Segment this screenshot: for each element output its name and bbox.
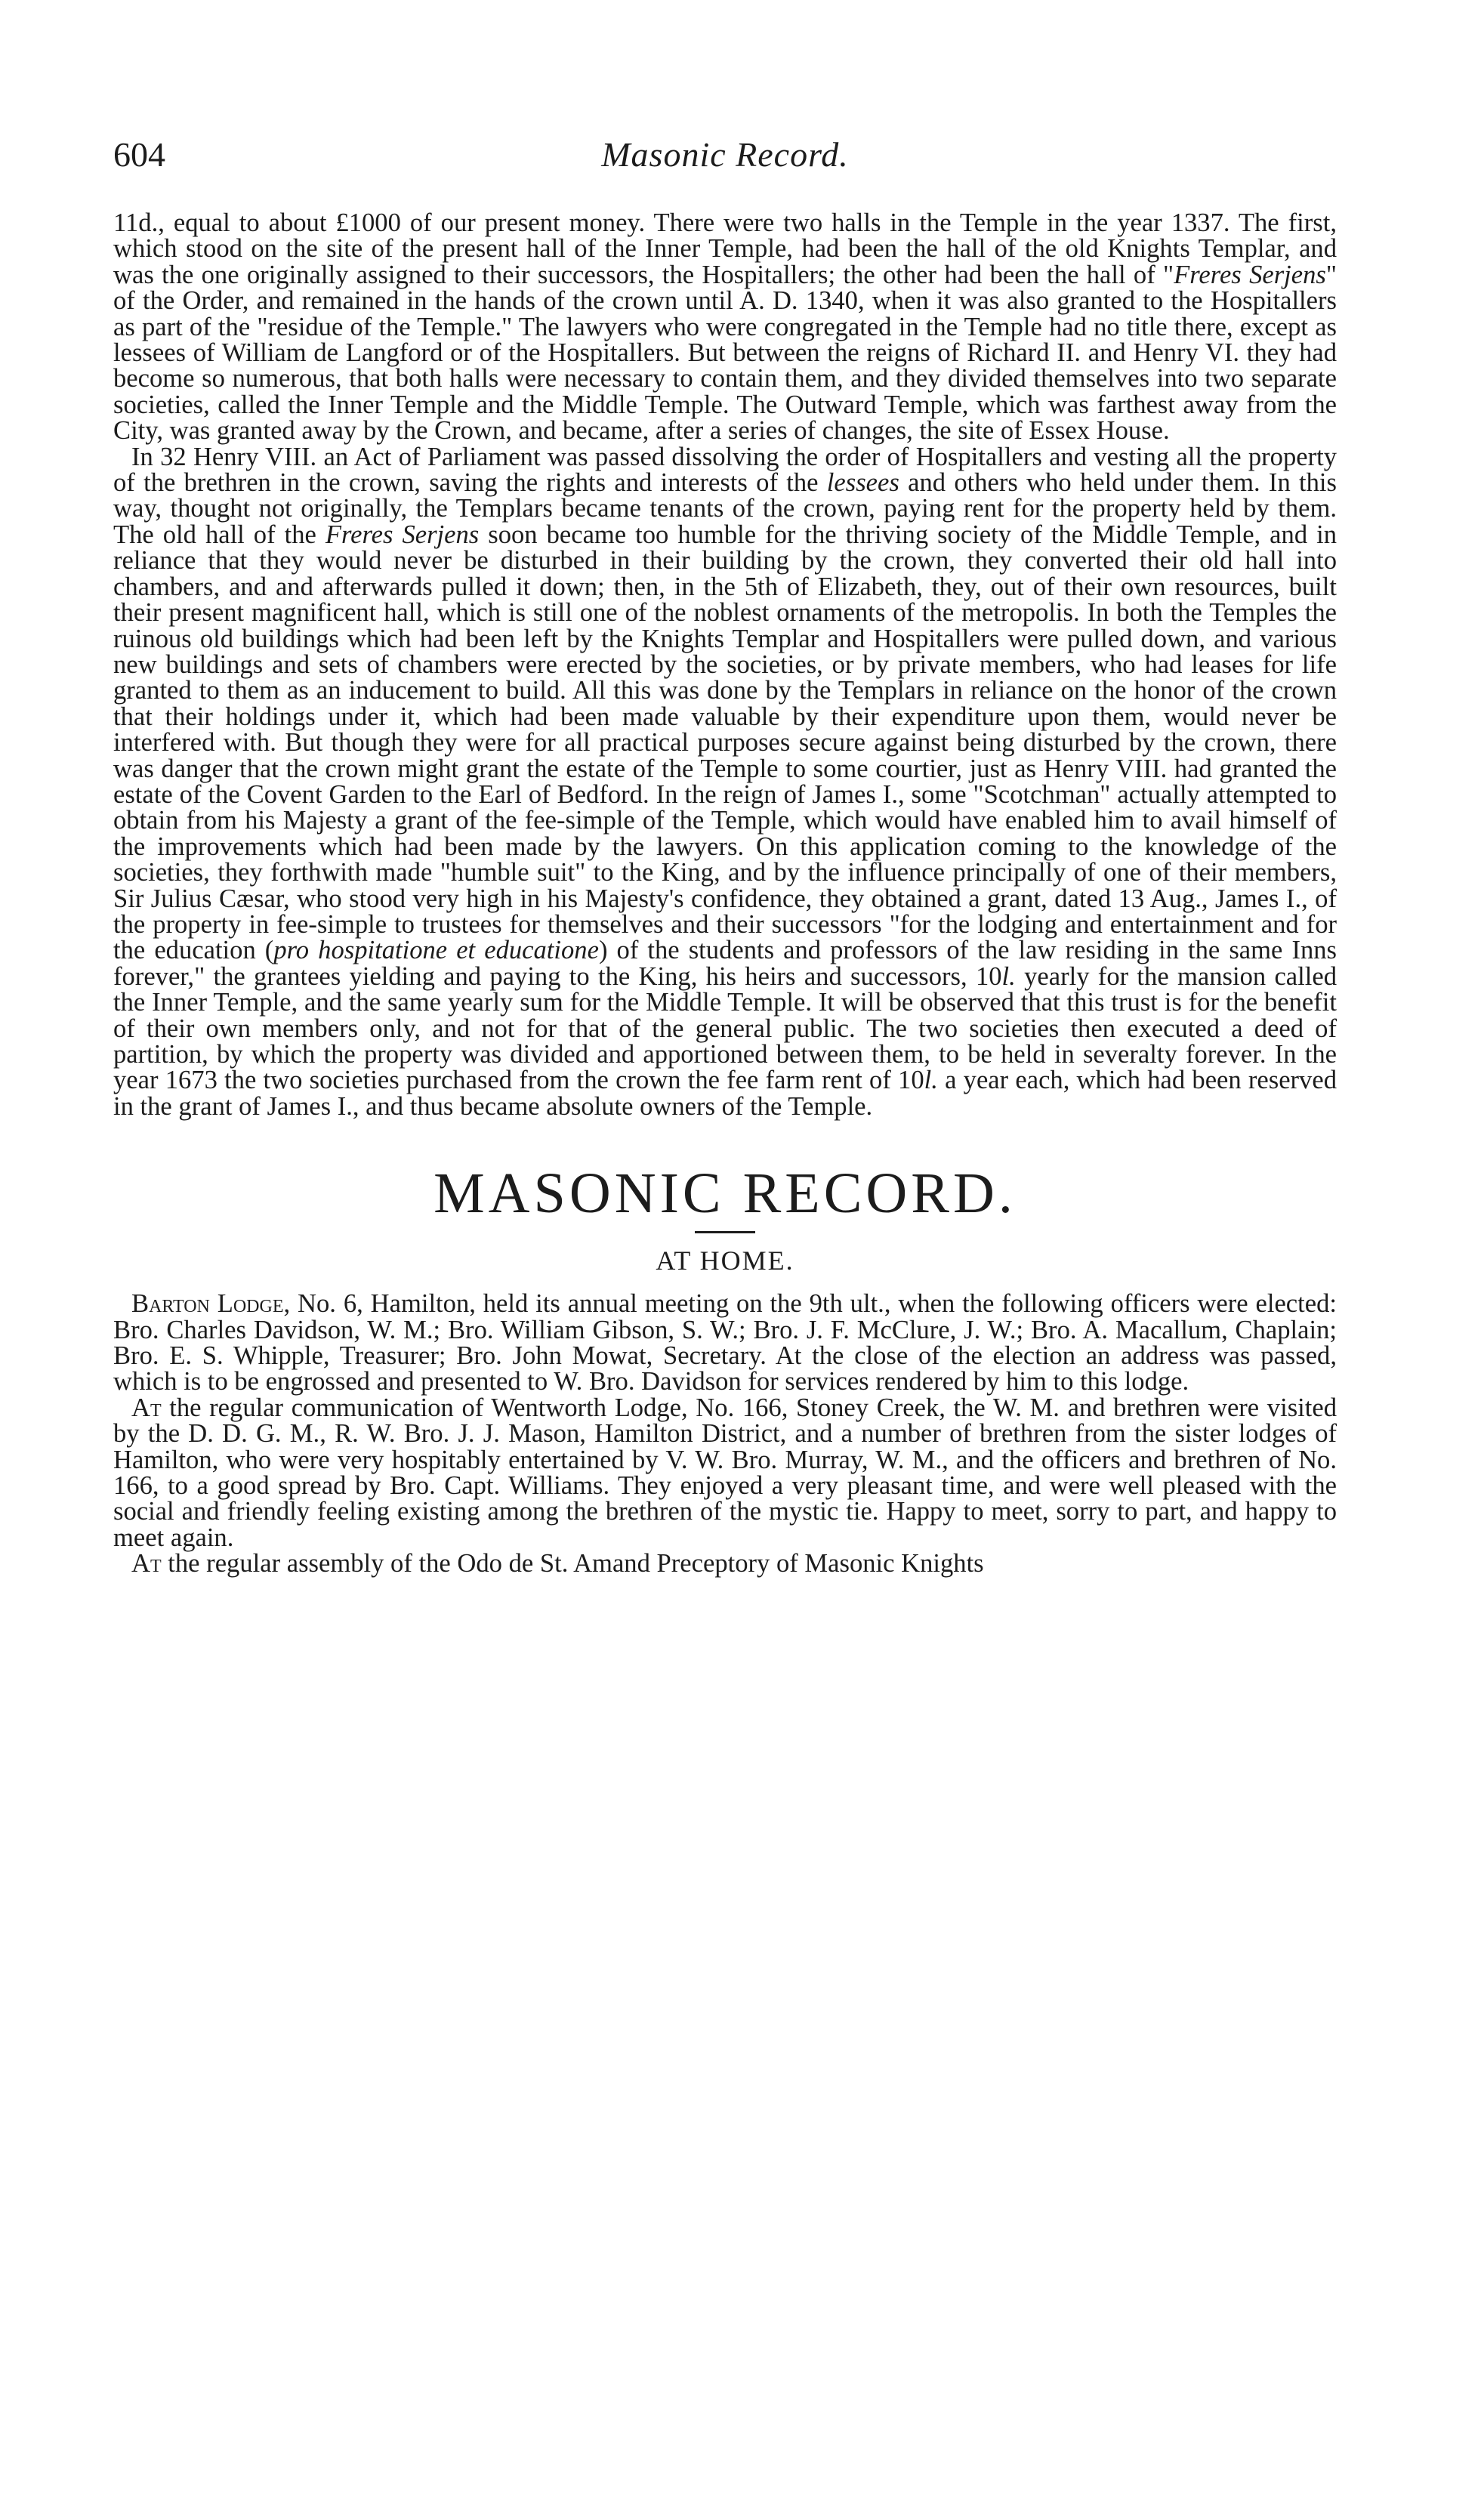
entry-wentworth-lodge: At the regular communication of Wentworth Lodge, No. 166, Stoney Creek, the W. M. and brethren were visited by the D. D. G. M., R. W. Bro. J. J. Mason, Hamilton District, and a number of brethren from the sister lodges of Hamilton, who were very hospitably entertained by V. W. Bro. Murray, W. M., and the officers and brethren of No. 166, to a good spread by Bro. Capt. Williams. They enjoyed a very pleasant time, and were well pleased with the social and friendly feeling existing among the brethren of the mystic tie. Happy to meet, sorry to part, and happy to meet again. (113, 1393, 1337, 1552)
entry-odo-preceptory: At the regular assembly of the Odo de St. Amand Preceptory of Masonic Knights (131, 1549, 984, 1578)
running-title: Masonic Record. (601, 135, 849, 174)
page-number: 604 (113, 135, 165, 174)
section-divider (695, 1231, 755, 1233)
section-title: MASONIC RECORD. (433, 1162, 1017, 1226)
running-head (113, 134, 1337, 187)
subsection-title: AT HOME. (656, 1245, 794, 1276)
page (113, 134, 1337, 1577)
paragraph-temple-halls: 11d., equal to about £1000 of our present money. There were two halls in the Temple in the year 1337. The first, which stood on the site of the present hall of the Inner Temple, had been the hall of the old Knights Templar, and was the one originally assigned to their successors, the Hospitallers; the other had been the hall of "Freres Serjens" of the Order, and remained in the hands of the crown until A. D. 1340, when it was also granted to the Hospitallers as part of the "residue of the Temple." The lawyers who were congregated in the Temple had no title there, except as lessees of William de Langford or of the Hospitallers. But between the reigns of Richard II. and Henry VI. they had become so numerous, that both halls were necessary to contain them, and they divided themselves into two separate societies, called the Inner Temple and the Middle Temple. The Outward Temple, which was farthest away from the City, was granted away by the Crown, and became, after a series of changes, the site of Essex House. (113, 208, 1337, 446)
paragraph-hospitallers-act: In 32 Henry VIII. an Act of Parliament was passed dissolving the order of Hospitallers and vesting all the property of the brethren in the crown, saving the rights and interests of the lessees and others who held under them. In this way, thought not originally, the Templars became tenants of the crown, paying rent for the property held by them. The old hall of the Freres Serjens soon became too humble for the thriving society of the Middle Temple, and in reliance that they would never be disturbed in their building by the crown, they converted their old hall into chambers, and and afterwards pulled it down; then, in the 5th of Elizabeth, they, out of their own resources, built their present magnificent hall, which is still one of the noblest ornaments of the metropolis. In both the Temples the ruinous old buildings which had been left by the Knights Templar and Hospitallers were pulled down, and various new buildings and sets of chambers were erected by the societies, or by private members, who had leases for life granted to them as an inducement to build. All this was done by the Templars in reliance on the honor of the crown that their holdings under it, which had been made valuable by their expenditure upon them, would never be interfered with. But though they were for all practical purposes secure against being disturbed by the crown, there was danger that the crown might grant the estate of the Temple to some courtier, just as Henry VIII. had granted the estate of the Covent Garden to the Earl of Bedford. In the reign of James I., some "Scotchman" actually attempted to obtain from his Majesty a grant of the fee-simple of the Temple, which would have enabled him to avail himself of the improvements which had been made by the lawyers. On this application coming to the knowledge of the societies, they forthwith made "humble suit" to the King, and by the influence principally of one of their members, Sir Julius Cæsar, who stood very high in his Majesty's confidence, they obtained a grant, dated 13 Aug., James I., of the property in fee-simple to trustees for themselves and their successors "for the lodging and entertainment and for the education (pro hospitatione et educatione) of the students and professors of the law residing in the same Inns forever," the grantees yielding and paying to the King, his heirs and successors, 10l. yearly for the mansion called the Inner Temple, and the same yearly sum for the Middle Temple. It will be observed that this trust is for the benefit of their own members only, and not for that of the general public. The two societies then executed a deed of partition, by which the property was divided and apportioned between them, to be held in severalty forever. In the year 1673 the two societies purchased from the crown the fee farm rent of 10l. a year each, which had been reserved in the grant of James I., and thus became absolute owners of the Temple. (113, 442, 1337, 1121)
entry-barton-lodge: Barton Lodge, No. 6, Hamilton, held its annual meeting on the 9th ult., when the following officers were elected: Bro. Charles Davidson, W. M.; Bro. William Gibson, S. W.; Bro. J. F. McClure, J. W.; Bro. A. Macallum, Chaplain; Bro. E. S. Whipple, Treasurer; Bro. John Mowat, Secretary. At the close of the election an address was passed, which is to be engrossed and presented to W. Bro. Davidson for services rendered by him to this lodge. (113, 1289, 1337, 1396)
